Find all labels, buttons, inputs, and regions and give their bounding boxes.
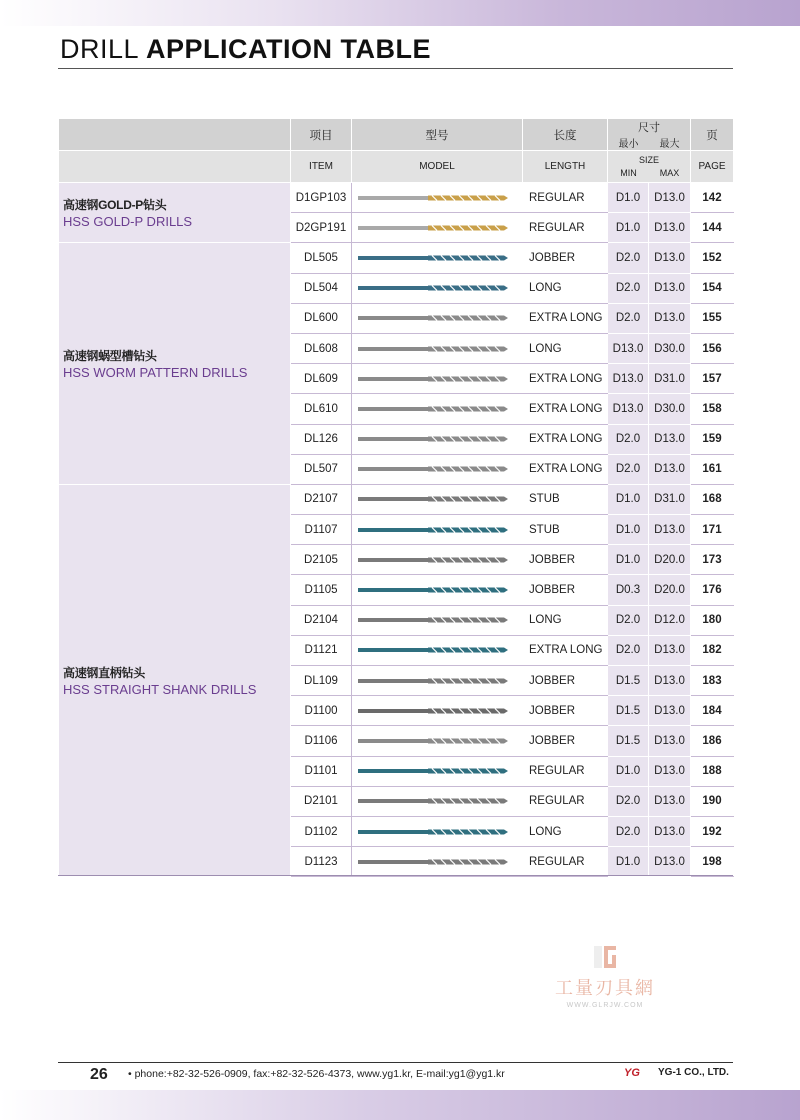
drill-image-icon [358,555,508,565]
drill-flute [428,738,504,743]
length-cell: LONG [523,605,608,635]
drill-flute [428,557,504,562]
category-cell [59,484,291,876]
page-title [60,34,431,65]
item-code: DL610 [291,394,352,424]
size-max-cell: D13.0 [649,756,691,786]
header-length-en: LENGTH [523,151,608,183]
drill-shank [358,467,428,471]
item-code: D1100 [291,696,352,726]
length-cell: REGULAR [523,786,608,816]
header-size-en [608,151,691,183]
model-image-cell [352,545,523,575]
drill-flute [428,316,504,321]
length-cell: LONG [523,333,608,363]
table-row [59,183,734,213]
size-min-cell: D2.0 [608,816,649,846]
page-cell: 192 [691,816,734,846]
page-number: 26 [90,1066,108,1083]
company-name: YG-1 CO., LTD. [658,1066,729,1078]
drill-image-icon [358,525,508,535]
header-item-en: ITEM [291,151,352,183]
length-cell: JOBBER [523,243,608,273]
item-code: DL608 [291,333,352,363]
size-min-cell: D1.0 [608,545,649,575]
model-image-cell [352,847,523,877]
drill-tip [504,618,508,623]
size-min-cell: D1.0 [608,847,649,877]
size-min-cell: D1.5 [608,666,649,696]
drill-flute [428,195,504,200]
drill-image-icon [358,796,508,806]
size-max-cell: D13.0 [649,816,691,846]
drill-flute [428,376,504,381]
page-cell: 155 [691,303,734,333]
page-cell: 157 [691,364,734,394]
size-max-cell: D20.0 [649,575,691,605]
drill-shank [358,679,428,683]
drill-flute [428,255,504,260]
header-model-en: MODEL [352,151,523,183]
drill-application-table [58,118,734,877]
drill-shank [358,558,428,562]
category-en-label: HSS GOLD-P DRILLS [63,214,193,230]
page-cell: 188 [691,756,734,786]
page-cell: 159 [691,424,734,454]
item-code: DL609 [291,364,352,394]
drill-flute [428,829,504,834]
size-min-cell: D2.0 [608,635,649,665]
model-image-cell [352,333,523,363]
size-min-cell: D1.0 [608,183,649,213]
header-row-en [59,151,734,183]
length-cell: STUB [523,484,608,514]
header-blank [59,119,291,151]
drill-tip [504,648,508,653]
drill-image-icon [358,404,508,414]
header-size-en-label: SIZE [638,155,659,165]
model-image-cell [352,726,523,756]
drill-image-icon [358,193,508,203]
length-cell: STUB [523,515,608,545]
watermark-url: WWW.GLRJW.COM [566,1002,644,1009]
drill-shank [358,769,428,773]
length-cell: LONG [523,273,608,303]
item-code: D1102 [291,816,352,846]
size-max-cell: D12.0 [649,605,691,635]
model-image-cell [352,756,523,786]
item-code: D2107 [291,484,352,514]
header-minmax-cn [608,135,690,150]
page-cell: 152 [691,243,734,273]
drill-shank [358,437,428,441]
length-cell: REGULAR [523,213,608,243]
drill-shank [358,799,428,803]
size-max-cell: D30.0 [649,333,691,363]
drill-shank [358,860,428,864]
model-image-cell [352,786,523,816]
header-min-en: MIN [620,168,637,178]
drill-shank [358,497,428,501]
length-cell: LONG [523,816,608,846]
page-cell: 142 [691,183,734,213]
drill-shank [358,377,428,381]
size-min-cell: D2.0 [608,303,649,333]
drill-image-icon [358,676,508,686]
drill-image-icon [358,615,508,625]
size-min-cell: D2.0 [608,273,649,303]
item-code: DL600 [291,303,352,333]
table-row [59,484,734,514]
page-cell: 144 [691,213,734,243]
length-cell: JOBBER [523,545,608,575]
size-min-cell: D1.0 [608,484,649,514]
size-max-cell: D13.0 [649,515,691,545]
size-min-cell: D2.0 [608,454,649,484]
drill-image-icon [358,766,508,776]
drill-shank [358,407,428,411]
drill-image-icon [358,585,508,595]
drill-flute [428,437,504,442]
model-image-cell [352,424,523,454]
header-size-cn [608,119,691,151]
size-min-cell: D1.0 [608,756,649,786]
watermark-logo-icon [592,944,618,970]
drill-shank [358,256,428,260]
item-code: D2101 [291,786,352,816]
drill-tip [504,799,508,804]
drill-image-icon [358,434,508,444]
length-cell: EXTRA LONG [523,303,608,333]
drill-image-icon [358,494,508,504]
item-code: D2104 [291,605,352,635]
item-code: D1105 [291,575,352,605]
page-cell: 198 [691,847,734,877]
watermark [535,944,675,1009]
model-image-cell [352,696,523,726]
drill-flute [428,799,504,804]
model-image-cell [352,666,523,696]
model-image-cell [352,515,523,545]
size-max-cell: D13.0 [649,183,691,213]
size-min-cell: D1.5 [608,696,649,726]
item-code: D1107 [291,515,352,545]
length-cell: REGULAR [523,756,608,786]
drill-tip [504,527,508,532]
header-size-cn-label: 尺寸 [638,122,660,134]
page-cell: 176 [691,575,734,605]
category-cn-label: 高速钢直柄钻头 [63,666,145,681]
drill-image-icon [358,344,508,354]
drill-flute [428,225,504,230]
page-cell: 161 [691,454,734,484]
drill-tip [504,738,508,743]
header-item-cn: 项目 [291,119,352,151]
drill-flute [428,286,504,291]
footer-rule [58,1062,733,1063]
item-code: DL109 [291,666,352,696]
drill-tip [504,286,508,291]
drill-shank [358,196,428,200]
drill-tip [504,769,508,774]
header-page-en: PAGE [691,151,734,183]
footer-contact: • phone:+82-32-526-0909, fax:+82-32-526-4373, www.yg1.kr, E-mail:yg1@yg1.kr [128,1068,505,1080]
top-decorative-band [0,0,800,26]
drill-shank [358,648,428,652]
drill-image-icon [358,223,508,233]
length-cell: EXTRA LONG [523,454,608,484]
drill-flute [428,618,504,623]
drill-image-icon [358,736,508,746]
drill-image-icon [358,283,508,293]
drill-flute [428,406,504,411]
item-code: D2GP191 [291,213,352,243]
drill-tip [504,708,508,713]
size-max-cell: D13.0 [649,635,691,665]
drill-image-icon [358,857,508,867]
size-max-cell: D20.0 [649,545,691,575]
drill-tip [504,255,508,260]
header-minmax-en [608,168,690,178]
length-cell: JOBBER [523,666,608,696]
size-min-cell: D13.0 [608,394,649,424]
bottom-decorative-band [0,1090,800,1120]
page-cell: 183 [691,666,734,696]
header-max-en: MAX [659,168,680,178]
item-code: D1121 [291,635,352,665]
drill-tip [504,376,508,381]
page-cell: 154 [691,273,734,303]
page-cell: 168 [691,484,734,514]
drill-shank [358,830,428,834]
page-title-light: DRILL [60,34,140,64]
drill-shank [358,618,428,622]
item-code: D1123 [291,847,352,877]
drill-flute [428,769,504,774]
page-title-bold: APPLICATION TABLE [146,34,432,64]
header-blank-en [59,151,291,183]
drill-tip [504,678,508,683]
item-code: D1GP103 [291,183,352,213]
drill-image-icon [358,313,508,323]
model-image-cell [352,816,523,846]
length-cell: EXTRA LONG [523,635,608,665]
drill-tip [504,225,508,230]
table-bottom-rule [58,875,733,876]
size-max-cell: D13.0 [649,786,691,816]
category-en-label: HSS WORM PATTERN DRILLS [63,365,248,381]
drill-flute [428,648,504,653]
size-max-cell: D31.0 [649,484,691,514]
model-image-cell [352,213,523,243]
drill-flute [428,497,504,502]
model-image-cell [352,394,523,424]
drill-image-icon [358,374,508,384]
item-code: D1101 [291,756,352,786]
drill-tip [504,859,508,864]
drill-shank [358,588,428,592]
drill-shank [358,316,428,320]
item-code: D2105 [291,545,352,575]
drill-shank [358,739,428,743]
model-image-cell [352,303,523,333]
drill-tip [504,346,508,351]
svg-text:YG: YG [624,1067,640,1078]
model-image-cell [352,454,523,484]
drill-image-icon [358,464,508,474]
yg-logo-icon [624,1066,652,1078]
drill-tip [504,437,508,442]
drill-image-icon [358,645,508,655]
size-min-cell: D1.0 [608,213,649,243]
size-max-cell: D13.0 [649,303,691,333]
length-cell: EXTRA LONG [523,424,608,454]
item-code: D1106 [291,726,352,756]
header-page-cn: 页 [691,119,734,151]
drill-shank [358,709,428,713]
page-cell: 158 [691,394,734,424]
size-max-cell: D13.0 [649,847,691,877]
size-min-cell: D13.0 [608,333,649,363]
page-cell: 182 [691,635,734,665]
model-image-cell [352,273,523,303]
drill-image-icon [358,253,508,263]
drill-flute [428,708,504,713]
size-max-cell: D13.0 [649,273,691,303]
item-code: DL505 [291,243,352,273]
drill-tip [504,557,508,562]
drill-flute [428,467,504,472]
model-image-cell [352,484,523,514]
category-cell [59,243,291,485]
model-image-cell [352,575,523,605]
size-min-cell: D2.0 [608,424,649,454]
size-max-cell: D13.0 [649,726,691,756]
length-cell: JOBBER [523,726,608,756]
drill-shank [358,347,428,351]
size-min-cell: D2.0 [608,786,649,816]
size-max-cell: D13.0 [649,213,691,243]
size-max-cell: D31.0 [649,364,691,394]
header-length-cn: 长度 [523,119,608,151]
length-cell: JOBBER [523,696,608,726]
size-min-cell: D2.0 [608,243,649,273]
table-row [59,243,734,273]
drill-shank [358,286,428,290]
size-min-cell: D1.0 [608,515,649,545]
drill-image-icon [358,827,508,837]
size-min-cell: D0.3 [608,575,649,605]
drill-flute [428,678,504,683]
drill-flute [428,859,504,864]
page-cell: 171 [691,515,734,545]
header-model-cn: 型号 [352,119,523,151]
size-min-cell: D1.5 [608,726,649,756]
page-cell: 184 [691,696,734,726]
drill-flute [428,346,504,351]
category-en-label: HSS STRAIGHT SHANK DRILLS [63,682,257,698]
model-image-cell [352,183,523,213]
drill-shank [358,226,428,230]
page-cell: 156 [691,333,734,363]
company-brand [624,1066,729,1078]
size-min-cell: D2.0 [608,605,649,635]
drill-tip [504,406,508,411]
length-cell: REGULAR [523,847,608,877]
size-min-cell: D13.0 [608,364,649,394]
drill-image-icon [358,706,508,716]
model-image-cell [352,364,523,394]
category-cell [59,183,291,243]
page-cell: 190 [691,786,734,816]
drill-tip [504,588,508,593]
size-max-cell: D13.0 [649,243,691,273]
page-cell: 186 [691,726,734,756]
drill-shank [358,528,428,532]
drill-tip [504,467,508,472]
watermark-text: 工量刃具網 [555,978,655,999]
category-cn-label: 高速钢GOLD-P钻头 [63,198,167,213]
size-max-cell: D30.0 [649,394,691,424]
item-code: DL126 [291,424,352,454]
model-image-cell [352,635,523,665]
header-min-cn: 最小 [618,139,639,150]
drill-flute [428,588,504,593]
length-cell: EXTRA LONG [523,394,608,424]
size-max-cell: D13.0 [649,424,691,454]
size-max-cell: D13.0 [649,454,691,484]
header-max-cn: 最大 [659,139,680,150]
length-cell: REGULAR [523,183,608,213]
header-row-cn [59,119,734,151]
drill-tip [504,316,508,321]
page-cell: 180 [691,605,734,635]
model-image-cell [352,243,523,273]
item-code: DL504 [291,273,352,303]
length-cell: JOBBER [523,575,608,605]
drill-tip [504,829,508,834]
category-cn-label: 高速钢蜗型槽钻头 [63,349,157,364]
size-max-cell: D13.0 [649,666,691,696]
item-code: DL507 [291,454,352,484]
title-rule [58,68,733,69]
drill-tip [504,195,508,200]
drill-tip [504,497,508,502]
drill-flute [428,527,504,532]
length-cell: EXTRA LONG [523,364,608,394]
page-cell: 173 [691,545,734,575]
model-image-cell [352,605,523,635]
size-max-cell: D13.0 [649,696,691,726]
